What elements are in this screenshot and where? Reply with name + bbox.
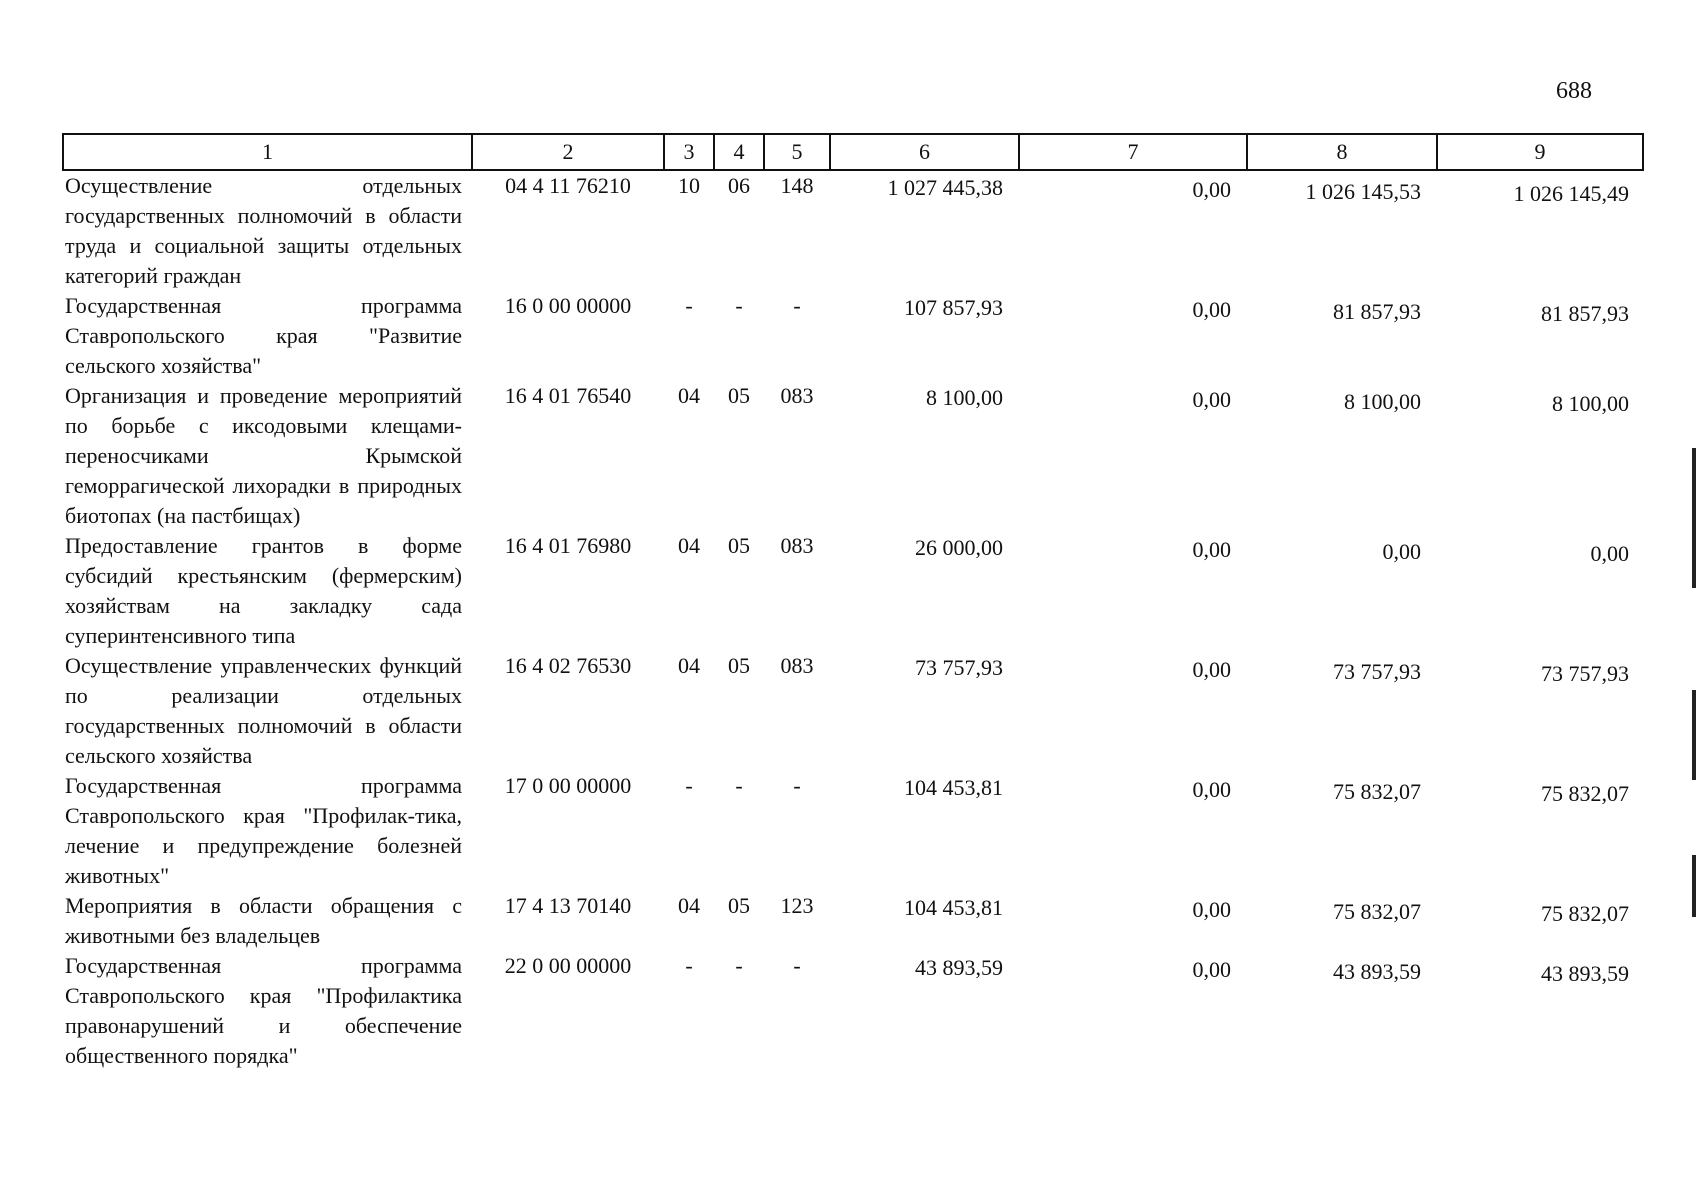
row-value-8: 75 832,07 [1333, 779, 1421, 804]
row-section: - [685, 773, 693, 798]
row-section: 10 [678, 173, 700, 198]
row-code: 16 4 02 76530 [504, 653, 632, 678]
row-value-8: 8 100,00 [1344, 389, 1421, 414]
row-value-9: 81 857,93 [1541, 301, 1629, 326]
header-col-9: 9 [1437, 134, 1643, 170]
row-expense-type: 083 [780, 533, 814, 558]
row-code: 16 4 01 76540 [504, 383, 632, 408]
header-col-8: 8 [1247, 134, 1437, 170]
row-code: 16 0 00 00000 [504, 293, 632, 318]
row-name: Организация и проведение мероприятий по борьбе с иксодовыми клещами-переносчиками Крымской геморрагической лихорадки в природных биотопах (на пастбищах) [65, 383, 462, 528]
table-row [63, 891, 1643, 951]
row-value-7: 0,00 [1192, 897, 1231, 922]
row-name: Государственная программа Ставропольского края "Профилак-тика, лечение и предупреждение болезней животных" [65, 773, 462, 888]
row-subsection: - [735, 293, 743, 318]
table-row [63, 531, 1643, 651]
row-code: 04 4 11 76210 [505, 173, 631, 198]
row-section: 04 [678, 383, 700, 408]
row-value-6: 104 453,81 [904, 775, 1003, 800]
row-value-9: 43 893,59 [1541, 961, 1629, 986]
row-value-9: 8 100,00 [1552, 391, 1629, 416]
row-value-7: 0,00 [1192, 177, 1231, 202]
row-subsection: 05 [728, 893, 750, 918]
header-col-3: 3 [664, 134, 714, 170]
row-subsection: 05 [728, 533, 750, 558]
table-row [63, 381, 1643, 531]
row-expense-type: 148 [780, 173, 814, 198]
row-expense-type: 083 [780, 653, 814, 678]
row-subsection: 06 [728, 173, 750, 198]
row-name: Осуществление отдельных государственных полномочий в области труда и социальной защиты отдельных категорий граждан [65, 173, 462, 288]
scan-edge-mark [1692, 448, 1696, 588]
row-value-8: 43 893,59 [1333, 959, 1421, 984]
table-row [63, 771, 1643, 891]
row-value-6: 1 027 445,38 [887, 175, 1003, 200]
row-section: - [685, 953, 693, 978]
scan-edge-mark [1692, 855, 1696, 917]
table-row [63, 651, 1643, 771]
row-name: Мероприятия в области обращения с животными без владельцев [65, 893, 462, 948]
row-value-8: 0,00 [1382, 539, 1421, 564]
row-value-9: 0,00 [1590, 541, 1629, 566]
table-row [63, 170, 1643, 291]
page-number: 688 [1556, 78, 1592, 104]
row-value-7: 0,00 [1192, 387, 1231, 412]
row-value-7: 0,00 [1192, 537, 1231, 562]
header-col-7: 7 [1019, 134, 1247, 170]
row-name: Государственная программа Ставропольского края "Развитие сельского хозяйства" [65, 293, 462, 378]
row-section: - [685, 293, 693, 318]
row-expense-type: 123 [780, 893, 814, 918]
row-value-7: 0,00 [1192, 657, 1231, 682]
budget-table [62, 133, 1644, 1071]
header-row [63, 134, 1643, 170]
row-value-8: 75 832,07 [1333, 899, 1421, 924]
header-col-6: 6 [830, 134, 1019, 170]
row-expense-type: - [793, 773, 801, 798]
row-subsection: - [735, 953, 743, 978]
row-name: Государственная программа Ставропольского края "Профилактика правонарушений и обеспечение общественного порядка" [65, 953, 462, 1068]
row-subsection: - [735, 773, 743, 798]
header-col-5: 5 [764, 134, 830, 170]
table-row [63, 291, 1643, 381]
row-code: 16 4 01 76980 [504, 533, 632, 558]
row-value-6: 8 100,00 [926, 385, 1003, 410]
row-name: Осуществление управленческих функций по реализации отдельных государственных полномочий в области сельского хозяйства [65, 653, 462, 768]
row-expense-type: - [793, 293, 801, 318]
row-value-6: 104 453,81 [904, 895, 1003, 920]
row-subsection: 05 [728, 653, 750, 678]
row-code: 22 0 00 00000 [504, 953, 632, 978]
row-value-8: 1 026 145,53 [1305, 179, 1421, 204]
row-name: Предоставление грантов в форме субсидий крестьянским (фермерским) хозяйствам на закладку сада суперинтенсивного типа [65, 533, 462, 648]
row-value-9: 73 757,93 [1541, 661, 1629, 686]
row-value-6: 107 857,93 [904, 295, 1003, 320]
row-section: 04 [678, 533, 700, 558]
row-section: 04 [678, 653, 700, 678]
row-value-7: 0,00 [1192, 957, 1231, 982]
row-expense-type: 083 [780, 383, 814, 408]
row-subsection: 05 [728, 383, 750, 408]
row-code: 17 0 00 00000 [504, 773, 632, 798]
row-code: 17 4 13 70140 [504, 893, 632, 918]
row-value-7: 0,00 [1192, 297, 1231, 322]
row-value-9: 75 832,07 [1541, 781, 1629, 806]
row-value-7: 0,00 [1192, 777, 1231, 802]
header-col-4: 4 [714, 134, 764, 170]
row-value-9: 75 832,07 [1541, 901, 1629, 926]
table-row [63, 951, 1643, 1071]
scan-edge-mark [1692, 690, 1696, 780]
row-value-8: 73 757,93 [1333, 659, 1421, 684]
row-value-6: 26 000,00 [915, 535, 1003, 560]
row-value-6: 43 893,59 [915, 955, 1003, 980]
row-value-9: 1 026 145,49 [1513, 181, 1629, 206]
header-col-1: 1 [63, 134, 472, 170]
row-section: 04 [678, 893, 700, 918]
row-expense-type: - [793, 953, 801, 978]
row-value-8: 81 857,93 [1333, 299, 1421, 324]
header-col-2: 2 [472, 134, 664, 170]
row-value-6: 73 757,93 [915, 655, 1003, 680]
